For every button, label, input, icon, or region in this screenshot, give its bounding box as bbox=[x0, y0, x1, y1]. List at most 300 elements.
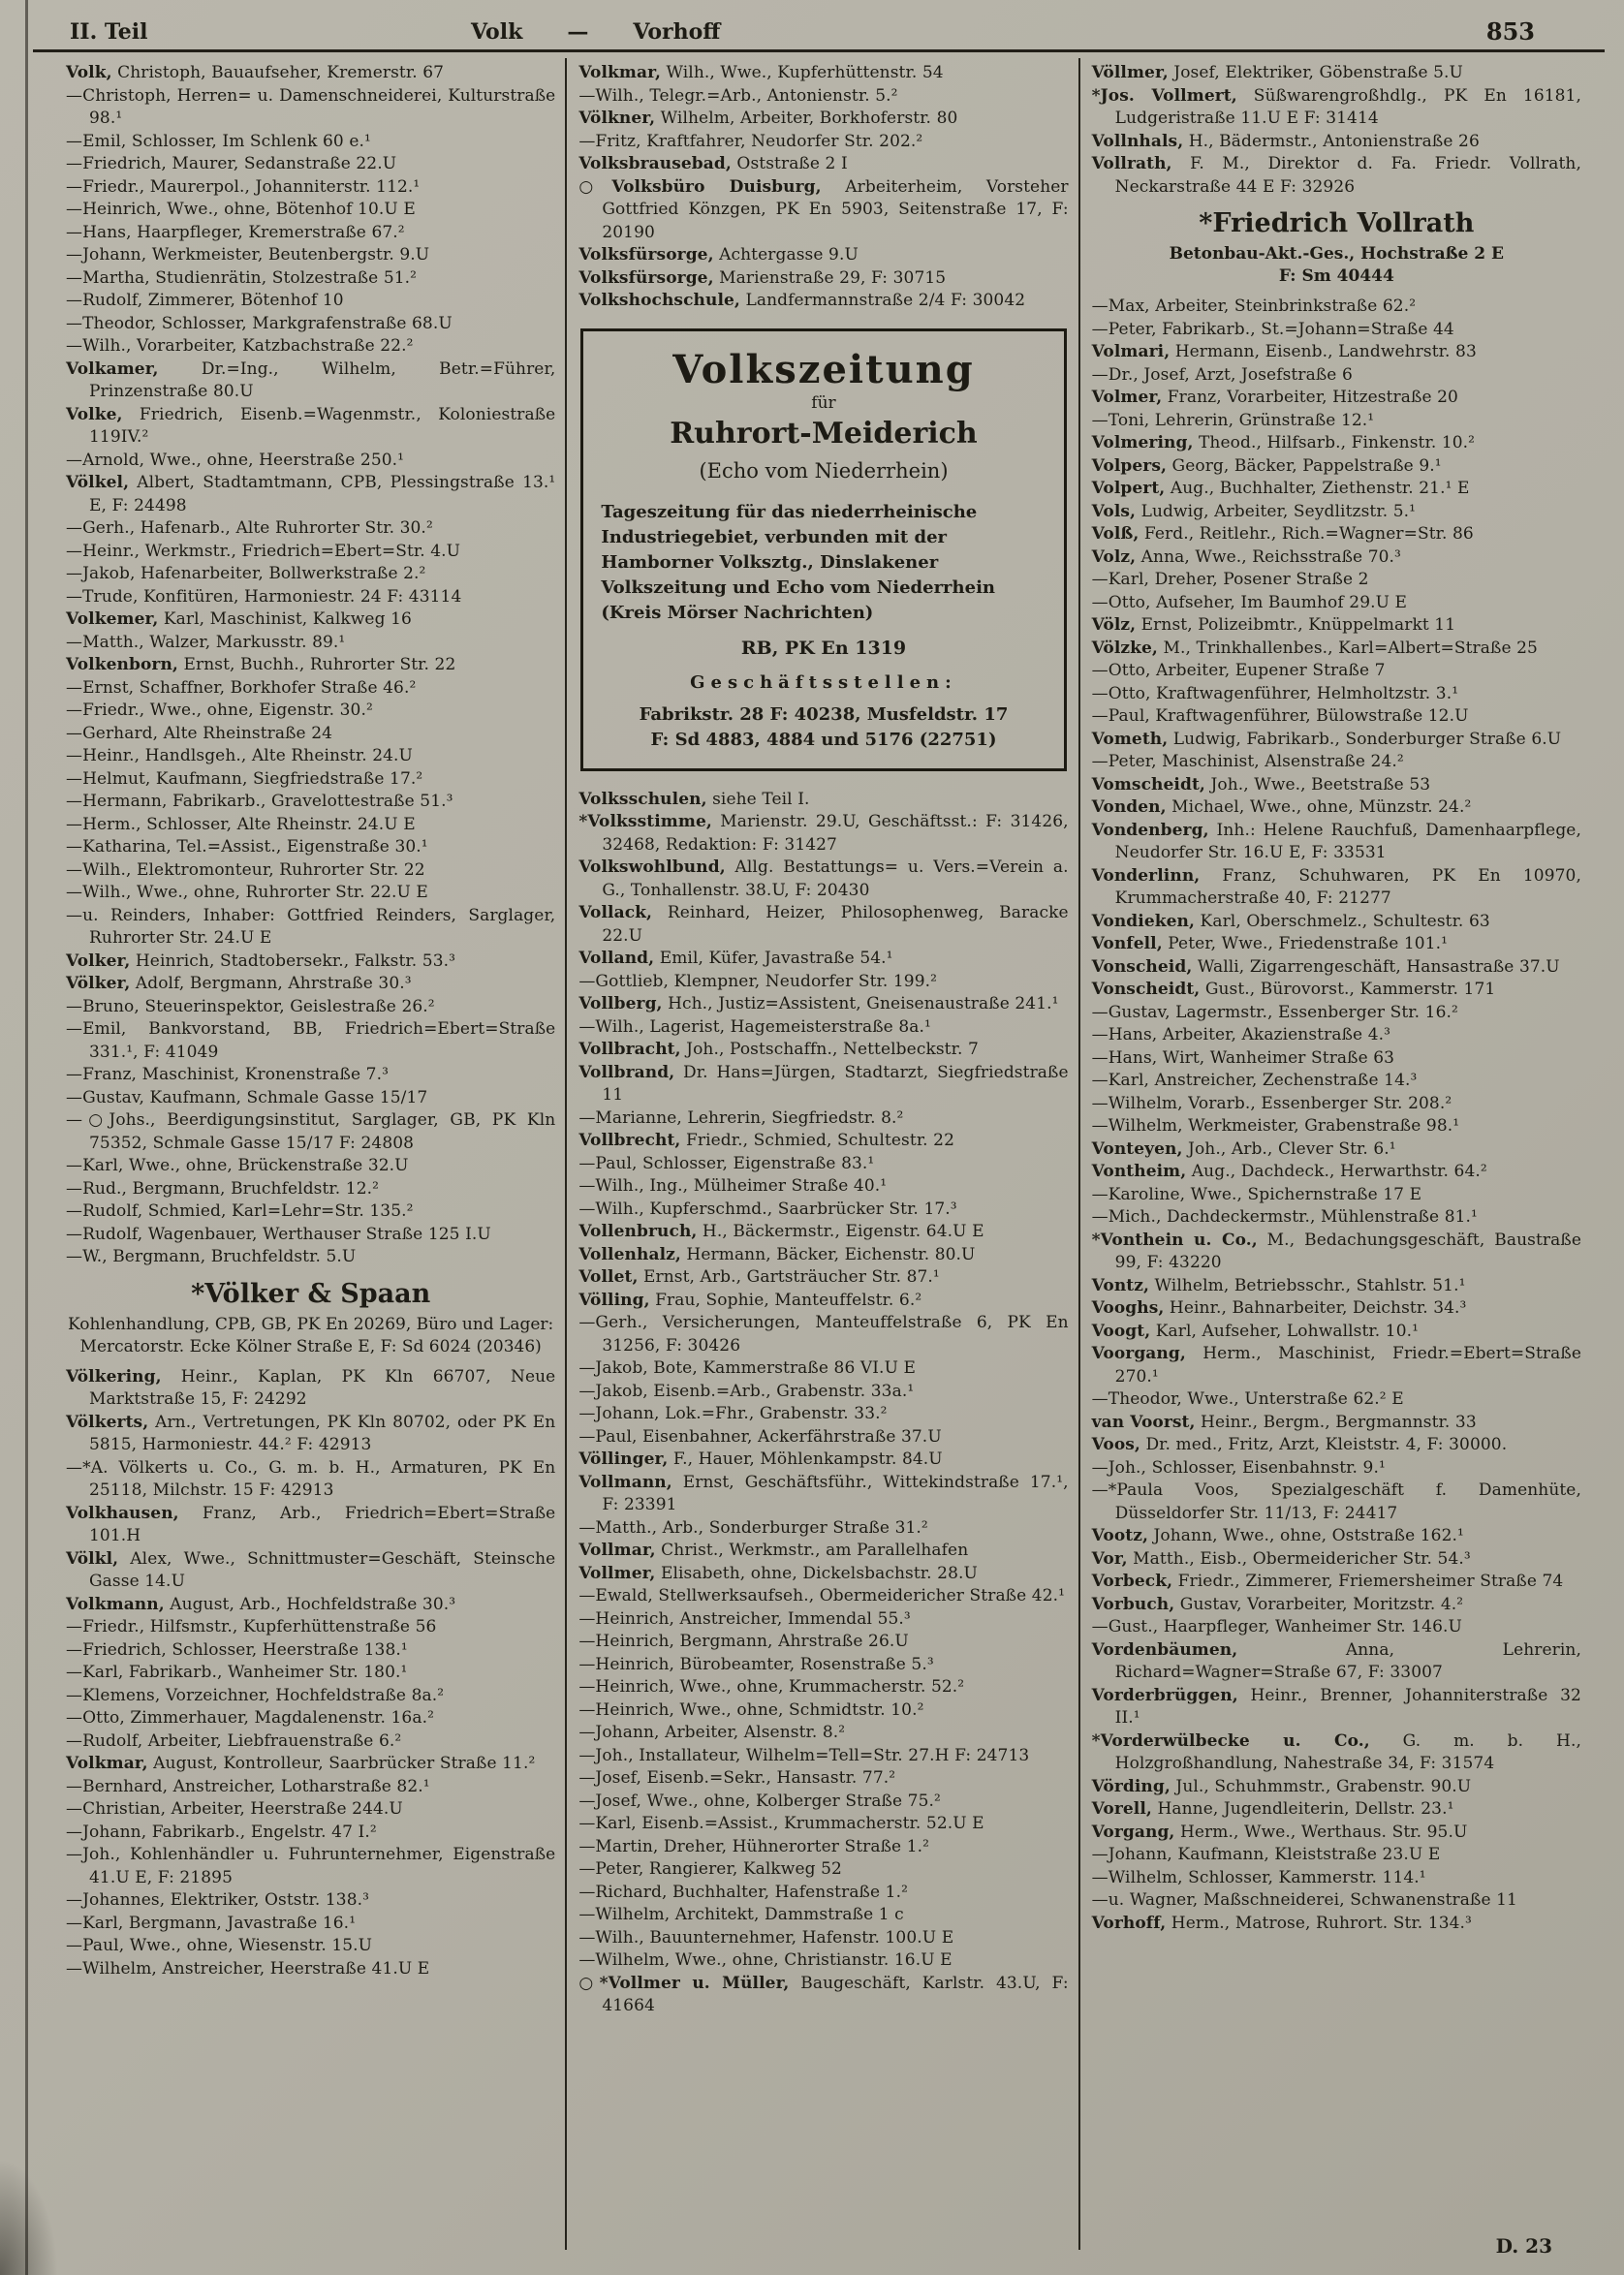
entry-surname: *Vonthein u. Co., bbox=[1091, 1230, 1258, 1250]
entry-details: Heinr., Brenner, Johanniterstraße 32 II.¹ bbox=[1114, 1685, 1581, 1728]
ad-office-line-1: Fabrikstr. 28 F: 40238, Musfeldstr. 17 bbox=[639, 703, 1009, 725]
ad-fuer-label: für bbox=[811, 392, 836, 413]
directory-entry: —Joh., Schlosser, Eisenbahnstr. 9.¹ bbox=[1091, 1457, 1386, 1478]
entry-surname: Vontz, bbox=[1091, 1275, 1150, 1295]
entry-surname: Volmer, bbox=[1091, 388, 1163, 407]
entry-surname: Volkswohlbund, bbox=[578, 857, 726, 877]
directory-entry bbox=[578, 1244, 1068, 1267]
entry-details: Herm., Wwe., Werthaus. Str. 95.U bbox=[1174, 1822, 1468, 1842]
entry-details: Herm., Matrose, Ruhrort. Str. 134.³ bbox=[1166, 1913, 1472, 1933]
entry-surname: Vooghs, bbox=[1091, 1298, 1165, 1318]
entry-details: Reinhard, Heizer, Philosophenweg, Baracke 22.U bbox=[602, 903, 1069, 946]
entry-surname: Völker, bbox=[66, 974, 131, 993]
running-title-last: Vorhoff bbox=[633, 19, 721, 45]
entry-details: Georg, Bäcker, Pappelstraße 9.¹ bbox=[1167, 455, 1442, 476]
ad-account-line: RB, PK En 1319 bbox=[740, 637, 907, 659]
directory-entry: —Paul, Kraftwagenführer, Bülowstraße 12.U bbox=[1091, 706, 1469, 726]
entry-details: Christ., Werkmstr., am Parallelhafen bbox=[655, 1541, 969, 1560]
directory-entry bbox=[66, 1753, 555, 1776]
entry-details: Hermann, Bäcker, Eichenstr. 80.U bbox=[680, 1244, 976, 1264]
directory-entry: —Karl, Wwe., ohne, Brückenstraße 32.U bbox=[66, 1156, 409, 1175]
entry-details: Hch., Justiz=Assistent, Gneisenaustraße 241.¹ bbox=[662, 994, 1059, 1013]
directory-entry: —Franz, Maschinist, Kronenstraße 7.³ bbox=[66, 1065, 389, 1084]
entry-surname: Völkner, bbox=[578, 109, 656, 128]
directory-entry bbox=[1092, 1230, 1581, 1275]
entry-details: H., Bädermstr., Antonienstraße 26 bbox=[1183, 131, 1480, 151]
running-title-dash: — bbox=[567, 19, 589, 45]
directory-entry: —Max, Arbeiter, Steinbrinkstraße 62.² bbox=[1091, 296, 1417, 316]
directory-entry: —W., Bergmann, Bruchfeldstr. 5.U bbox=[66, 1247, 357, 1266]
directory-entry bbox=[1092, 153, 1581, 199]
bold-entry-subline: Betonbau-Akt.-Ges., Hochstraße 2 E bbox=[1169, 244, 1504, 264]
directory-entry: —Heinr., Werkmstr., Friedrich=Ebert=Str. 4.U bbox=[66, 541, 461, 561]
directory-entry: —Hans, Wirt, Wanheimer Straße 63 bbox=[1091, 1047, 1395, 1068]
directory-entry: —Friedr., Maurerpol., Johanniterstr. 112.¹ bbox=[66, 176, 421, 197]
directory-entry bbox=[578, 153, 1068, 176]
directory-entry bbox=[66, 404, 555, 450]
directory-entry: —Friedrich, Maurer, Sedanstraße 22.U bbox=[66, 154, 397, 173]
directory-entry bbox=[578, 1563, 1068, 1586]
directory-entry: —Josef, Wwe., ohne, Kolberger Straße 75.² bbox=[578, 1791, 941, 1811]
directory-entry bbox=[66, 1412, 555, 1457]
entry-details: Achtergasse 9.U bbox=[713, 245, 859, 265]
entry-surname: Vollbrand, bbox=[578, 1062, 675, 1082]
directory-entry bbox=[578, 1266, 1068, 1290]
entry-details: Emil, Küfer, Javastraße 54.¹ bbox=[654, 949, 893, 968]
entry-surname: Vonden, bbox=[1091, 797, 1167, 817]
entry-surname: Volkmar, bbox=[66, 1754, 148, 1773]
entry-details: Hanne, Jugendleiterin, Dellstr. 23.¹ bbox=[1151, 1799, 1454, 1819]
directory-entry: —Peter, Rangierer, Kalkweg 52 bbox=[578, 1859, 842, 1879]
directory-entry: —Wilhelm, Anstreicher, Heerstraße 41.U E bbox=[66, 1958, 430, 1979]
directory-entry: —u. Reinders, Inhaber: Gottfried Reinders, Sarglager, Ruhrorter Str. 24.U E bbox=[66, 905, 556, 948]
ad-body-text: Tageszeitung für das niederrheinische Industriegebiet, verbunden mit der Hamborner Volksztg., Dinslakener Volkszeitung und Echo vom Niederrhein (Kreis Mörser Nachrichten) bbox=[601, 501, 995, 623]
directory-entry bbox=[1092, 1822, 1581, 1845]
directory-entry: —Hermann, Fabrikarb., Gravelottestraße 51.³ bbox=[66, 792, 453, 811]
directory-entry: —Karoline, Wwe., Spichernstraße 17 E bbox=[1091, 1184, 1422, 1204]
entry-surname: Volkshochschule, bbox=[578, 291, 740, 310]
entry-details: Frau, Sophie, Manteuffelstr. 6.² bbox=[649, 1290, 922, 1310]
directory-entry bbox=[1092, 546, 1581, 570]
directory-entry bbox=[1092, 1776, 1581, 1799]
directory-entry: —Joh., Kohlenhändler u. Fuhrunternehmer, Eigenstraße 41.U E, F: 21895 bbox=[66, 1845, 556, 1887]
entry-details: Anna, Lehrerin, Richard=Wagner=Straße 67, F: 33007 bbox=[1114, 1639, 1581, 1682]
directory-entry bbox=[1092, 523, 1581, 546]
directory-entry: —Wilhelm, Werkmeister, Grabenstraße 98.¹ bbox=[1091, 1116, 1460, 1136]
printers-mark: D. 23 bbox=[1495, 2234, 1552, 2258]
entry-surname: Vollbracht, bbox=[578, 1040, 681, 1059]
entry-details: Gustav, Vorarbeiter, Moritzstr. 4.² bbox=[1174, 1594, 1464, 1614]
directory-entry: —Wilhelm, Schlosser, Kammerstr. 114.¹ bbox=[1091, 1867, 1426, 1887]
directory-entry: —Karl, Fabrikarb., Wanheimer Str. 180.¹ bbox=[66, 1663, 408, 1682]
directory-entry: —Toni, Lehrerin, Grünstraße 12.¹ bbox=[1091, 410, 1375, 430]
entry-details: Joh., Arb., Clever Str. 6.¹ bbox=[1182, 1138, 1396, 1159]
directory-entry bbox=[578, 789, 1068, 812]
directory-entry: —Gerh., Hafenarb., Alte Ruhrorter Str. 30.² bbox=[66, 518, 433, 538]
entry-surname: Vollnhals, bbox=[1091, 131, 1184, 151]
directory-entry bbox=[578, 1039, 1068, 1062]
directory-entry bbox=[1092, 1275, 1581, 1298]
entry-details: M., Trinkhallenbes., Karl=Albert=Straße 25 bbox=[1157, 638, 1538, 658]
directory-entry bbox=[1092, 455, 1581, 479]
directory-entry bbox=[1092, 1321, 1581, 1344]
directory-entry bbox=[578, 1062, 1068, 1107]
entry-surname: Vorbeck, bbox=[1091, 1572, 1173, 1591]
directory-entry: —Mich., Dachdeckermstr., Mühlenstraße 81.¹ bbox=[1091, 1207, 1478, 1227]
entry-details: Arbeiterheim, Vorsteher Gottfried Könzgen, PK En 5903, Seitenstraße 17, F: 20190 bbox=[602, 176, 1069, 242]
directory-entry: —Karl, Eisenb.=Assist., Krummacherstr. 52.U E bbox=[578, 1814, 984, 1833]
directory-entry: —*Paula Voos, Spezialgeschäft f. Damenhüte, Düsseldorfer Str. 11/13, F: 24417 bbox=[1091, 1480, 1581, 1523]
entry-details: Wilhelm, Betriebsschr., Stahlstr. 51.¹ bbox=[1149, 1275, 1466, 1295]
entry-surname: Voos, bbox=[1091, 1435, 1140, 1454]
running-title bbox=[471, 19, 720, 45]
entry-surname: Volksfürsorge, bbox=[578, 267, 714, 288]
directory-entry: —Martin, Dreher, Hühnerorter Straße 1.² bbox=[578, 1836, 930, 1856]
entry-surname: Volk, bbox=[66, 63, 112, 82]
entry-details: August, Arb., Hochfeldstraße 30.³ bbox=[164, 1594, 456, 1614]
entry-surname: Völlmer, bbox=[1091, 63, 1169, 82]
directory-entry: —Johann, Lok.=Fhr., Grabenstr. 33.² bbox=[578, 1404, 888, 1423]
directory-entry bbox=[1092, 911, 1581, 934]
directory-entry bbox=[66, 62, 555, 85]
directory-entry: —Fritz, Kraftfahrer, Neudorfer Str. 202.² bbox=[578, 131, 923, 151]
entry-details: Süßwarengroßhdlg., PK En 16181, Ludgeristraße 11.U E F: 31414 bbox=[1114, 85, 1581, 128]
entry-surname: Volkhausen, bbox=[66, 1503, 179, 1523]
entry-surname: Vondenberg, bbox=[1091, 820, 1209, 840]
directory-entry: —Paul, Wwe., ohne, Wiesenstr. 15.U bbox=[66, 1936, 373, 1955]
column-2 bbox=[565, 58, 1077, 2250]
entry-details: Heinr., Bergm., Bergmannstr. 33 bbox=[1195, 1412, 1477, 1432]
entry-details: Arn., Vertretungen, PK Kln 80702, oder PK En 5815, Harmoniestr. 44.² F: 42913 bbox=[89, 1412, 556, 1454]
entry-surname: Volkmann, bbox=[66, 1594, 165, 1614]
directory-entry: —Heinrich, Wwe., ohne, Bötenhof 10.U E bbox=[66, 200, 416, 219]
directory-entry bbox=[66, 1366, 555, 1412]
directory-entry bbox=[1092, 796, 1581, 820]
entry-surname: Vootz, bbox=[1091, 1526, 1148, 1545]
directory-entry bbox=[66, 951, 555, 974]
directory-entry: —Hans, Arbeiter, Akazienstraße 4.³ bbox=[1091, 1025, 1391, 1044]
directory-entry bbox=[1092, 432, 1581, 455]
directory-entry: —Ewald, Stellwerksaufseh., Obermeidericher Straße 42.¹ bbox=[578, 1586, 1066, 1605]
entry-surname: Völlinger, bbox=[578, 1449, 669, 1469]
directory-entry: —Johann, Kaufmann, Kleiststraße 23.U E bbox=[1091, 1845, 1441, 1864]
directory-entry: —Jakob, Eisenb.=Arb., Grabenstr. 33a.¹ bbox=[578, 1381, 915, 1401]
entry-surname: Volksschulen, bbox=[578, 789, 707, 809]
directory-entry: —Wilhelm, Vorarb., Essenberger Str. 208.² bbox=[1091, 1093, 1452, 1113]
entry-surname: Volz, bbox=[1091, 546, 1137, 567]
directory-entry: —Richard, Buchhalter, Hafenstraße 1.² bbox=[578, 1882, 909, 1902]
entry-surname: Volker, bbox=[66, 951, 131, 971]
directory-entry bbox=[1092, 1798, 1581, 1822]
entry-surname: Vontheim, bbox=[1091, 1162, 1187, 1181]
entry-surname: Vor, bbox=[1091, 1548, 1128, 1569]
directory-entry bbox=[1092, 1730, 1581, 1776]
entry-surname: Vollet, bbox=[578, 1267, 639, 1287]
directory-entry: —Martha, Studienrätin, Stolzestraße 51.² bbox=[66, 267, 418, 288]
entry-surname: Vollrath, bbox=[1091, 154, 1172, 173]
directory-entry bbox=[578, 108, 1068, 131]
entry-details: H., Bäckermstr., Eigenstr. 64.U E bbox=[697, 1222, 984, 1241]
directory-entry bbox=[1092, 1525, 1581, 1548]
page-number: 853 bbox=[1485, 17, 1535, 46]
entry-surname: Volpers, bbox=[1091, 455, 1168, 476]
entry-surname: Vollack, bbox=[578, 903, 653, 922]
directory-entry: —Otto, Arbeiter, Eupener Straße 7 bbox=[1091, 661, 1386, 680]
directory-entry: —u. Wagner, Maßschneiderei, Schwanenstraße 11 bbox=[1091, 1890, 1517, 1910]
directory-entry: —Christoph, Herren= u. Damenschneiderei, Kulturstraße 98.¹ bbox=[66, 85, 556, 128]
directory-entry bbox=[1092, 131, 1581, 154]
entry-details: Hermann, Eisenb., Landwehrstr. 83 bbox=[1170, 342, 1477, 361]
directory-entry: —Rudolf, Schmied, Karl=Lehr=Str. 135.² bbox=[66, 1201, 414, 1221]
directory-entry bbox=[1092, 478, 1581, 501]
directory-columns bbox=[54, 58, 1591, 2250]
entry-details: Friedrich, Eisenb.=Wagenmstr., Koloniestraße 119IV.² bbox=[89, 404, 556, 447]
entry-surname: Vollmar, bbox=[578, 1541, 656, 1560]
directory-entry bbox=[1092, 85, 1581, 131]
directory-entry: —Gerh., Versicherungen, Manteuffelstraße 6, PK En 31256, F: 30426 bbox=[578, 1313, 1069, 1356]
entry-surname: Volmari, bbox=[1091, 342, 1171, 361]
entry-details: G. m. b. H., Holzgroßhandlung, Nahestraße 34, F: 31574 bbox=[1114, 1730, 1581, 1773]
entry-details: August, Kontrolleur, Saarbrücker Straße 11.² bbox=[147, 1754, 536, 1773]
directory-entry: —Gustav, Kaufmann, Schmale Gasse 15/17 bbox=[66, 1087, 428, 1107]
directory-entry bbox=[578, 993, 1068, 1016]
entry-surname: Völkel, bbox=[66, 473, 130, 492]
entry-details: Theod., Hilfsarb., Finkenstr. 10.² bbox=[1193, 433, 1476, 452]
directory-entry: —Joh., Installateur, Wilhelm=Tell=Str. 27.H F: 24713 bbox=[578, 1745, 1030, 1765]
directory-entry: —Katharina, Tel.=Assist., Eigenstraße 30.¹ bbox=[66, 837, 428, 857]
directory-entry bbox=[578, 948, 1068, 971]
directory-entry: —Johann, Werkmeister, Beutenbergstr. 9.U bbox=[66, 245, 430, 265]
entry-surname: ○Volksbüro Duisburg, bbox=[578, 176, 822, 197]
entry-surname: *Vorderwülbecke u. Co., bbox=[1091, 1730, 1370, 1751]
directory-entry: —Paul, Eisenbahner, Ackerfährstraße 37.U bbox=[578, 1426, 942, 1447]
directory-entry: —Bruno, Steuerinspektor, Geislestraße 26.² bbox=[66, 996, 435, 1016]
entry-surname: Volkmar, bbox=[578, 63, 661, 82]
entry-surname: Vorderbrüggen, bbox=[1091, 1685, 1238, 1705]
directory-entry: —Wilh., Bauunternehmer, Hafenstr. 100.U E bbox=[578, 1927, 954, 1948]
directory-entry: —Heinrich, Wwe., ohne, Schmidtstr. 10.² bbox=[578, 1699, 924, 1720]
entry-details: Allg. Bestattungs= u. Vers.=Verein a. G., Tonhallenstr. 38.U, F: 20430 bbox=[602, 857, 1069, 900]
entry-surname: Vondieken, bbox=[1091, 911, 1196, 931]
entry-details: Marienstraße 29, F: 30715 bbox=[713, 267, 947, 288]
entry-details: Franz, Arb., Friedrich=Ebert=Straße 101.H bbox=[89, 1503, 556, 1545]
directory-entry bbox=[66, 1548, 555, 1594]
directory-entry bbox=[1092, 387, 1581, 410]
directory-entry bbox=[1092, 774, 1581, 797]
directory-entry bbox=[1092, 341, 1581, 364]
entry-surname: Vollmann, bbox=[578, 1472, 672, 1492]
entry-surname: Vonderlinn, bbox=[1091, 865, 1201, 886]
directory-entry: —Wilh., Telegr.=Arb., Antonienstr. 5.² bbox=[578, 85, 898, 106]
directory-entry: —Friedr., Wwe., ohne, Eigenstr. 30.² bbox=[66, 701, 373, 720]
directory-entry bbox=[1092, 1343, 1581, 1388]
entry-surname: Vorell, bbox=[1091, 1799, 1152, 1819]
directory-entry: —Herm., Schlosser, Alte Rheinstr. 24.U E bbox=[66, 814, 416, 834]
entry-details: Heinrich, Stadtobersekr., Falkstr. 53.³ bbox=[130, 951, 456, 971]
directory-entry: —Josef, Eisenb.=Sekr., Hansastr. 77.² bbox=[578, 1768, 896, 1788]
entry-surname: Volksfürsorge, bbox=[578, 245, 714, 265]
directory-entry: —Wilhelm, Architekt, Dammstraße 1 c bbox=[578, 1905, 904, 1924]
directory-entry bbox=[1092, 979, 1581, 1002]
ad-offices-label: Geschäftsstellen: bbox=[690, 671, 957, 693]
page-header bbox=[33, 19, 1605, 52]
directory-entry: —○Johs., Beerdigungsinstitut, Sarglager, GB, PK Kln 75352, Schmale Gasse 15/17 F: 24808 bbox=[66, 1110, 556, 1153]
bold-entry-block bbox=[66, 1279, 555, 1358]
entry-details: Herm., Maschinist, Friedr.=Ebert=Straße 270.¹ bbox=[1114, 1344, 1581, 1387]
entry-surname: Völzke, bbox=[1091, 638, 1158, 658]
entry-details: Christoph, Bauaufseher, Kremerstr. 67 bbox=[111, 63, 445, 82]
entry-surname: Vollbrecht, bbox=[578, 1131, 681, 1150]
entry-details: Dr.=Ing., Wilhelm, Betr.=Führer, Prinzenstraße 80.U bbox=[89, 358, 556, 401]
directory-entry: —Otto, Kraftwagenführer, Helmholtzstr. 3.¹ bbox=[1091, 683, 1459, 703]
directory-entry bbox=[578, 1540, 1068, 1563]
entry-details: Johann, Wwe., ohne, Oststraße 162.¹ bbox=[1148, 1526, 1464, 1545]
entry-surname: Volß, bbox=[1091, 524, 1140, 544]
entry-surname: Volkemer, bbox=[66, 609, 159, 629]
directory-entry: —Wilh., Ing., Mülheimer Straße 40.¹ bbox=[578, 1176, 888, 1196]
entry-details: siehe Teil I. bbox=[706, 789, 810, 809]
directory-entry bbox=[1092, 1434, 1581, 1457]
directory-entry bbox=[578, 176, 1068, 245]
directory-entry: —Ernst, Schaffner, Borkhofer Straße 46.² bbox=[66, 677, 417, 698]
directory-entry bbox=[1092, 956, 1581, 980]
entry-surname: Volmering, bbox=[1091, 433, 1194, 452]
entry-details: Karl, Aufseher, Lohwallstr. 10.¹ bbox=[1150, 1321, 1420, 1341]
directory-entry: —Jakob, Hafenarbeiter, Bollwerkstraße 2.² bbox=[66, 564, 426, 583]
entry-details: Landfermannstraße 2/4 F: 30042 bbox=[739, 291, 1026, 310]
entry-surname: Vörding, bbox=[1091, 1776, 1171, 1796]
directory-entry bbox=[1092, 1913, 1581, 1936]
entry-surname: Volpert, bbox=[1091, 479, 1166, 498]
directory-entry bbox=[66, 608, 555, 632]
directory-entry bbox=[578, 1130, 1068, 1153]
entry-surname: Volland, bbox=[578, 949, 655, 968]
section-label: II. Teil bbox=[70, 19, 148, 45]
directory-entry: —Johannes, Elektriker, Oststr. 138.³ bbox=[66, 1890, 370, 1910]
entry-surname: Volke, bbox=[66, 404, 123, 424]
entry-surname: ○*Vollmer u. Müller, bbox=[578, 1973, 790, 1993]
entry-details: Joh., Postschaffn., Nettelbeckstr. 7 bbox=[680, 1040, 979, 1059]
directory-entry: —Helmut, Kaufmann, Siegfriedstraße 17.² bbox=[66, 768, 423, 789]
entry-details: Franz, Vorarbeiter, Hitzestraße 20 bbox=[1162, 388, 1458, 407]
directory-entry: —Wilh., Elektromonteur, Ruhrorter Str. 22 bbox=[66, 859, 425, 880]
entry-surname: *Volksstimme, bbox=[578, 812, 712, 831]
directory-entry: —Otto, Zimmerhauer, Magdalenenstr. 16a.² bbox=[66, 1708, 434, 1728]
directory-entry bbox=[1092, 1138, 1581, 1162]
directory-entry bbox=[1092, 1548, 1581, 1572]
directory-entry: —Wilh., Kupferschmd., Saarbrücker Str. 17.³ bbox=[578, 1199, 957, 1219]
entry-surname: Vorhoff, bbox=[1091, 1913, 1167, 1933]
entry-surname: Vorbuch, bbox=[1091, 1594, 1175, 1614]
entry-surname: Völling, bbox=[578, 1290, 650, 1310]
directory-entry: —Heinrich, Anstreicher, Immendal 55.³ bbox=[578, 1608, 911, 1629]
entry-details: Friedr., Schmied, Schultestr. 22 bbox=[680, 1131, 955, 1150]
directory-entry bbox=[1092, 638, 1581, 661]
directory-entry: —Paul, Schlosser, Eigenstraße 83.¹ bbox=[578, 1153, 875, 1173]
entry-details: Peter, Wwe., Friedenstraße 101.¹ bbox=[1162, 934, 1449, 953]
bold-entry-title: *Völker & Spaan bbox=[191, 1278, 431, 1309]
entry-details: Karl, Maschinist, Kalkweg 16 bbox=[158, 609, 412, 629]
entry-details: F. M., Direktor d. Fa. Friedr. Vollrath, Neckarstraße 44 E F: 32926 bbox=[1114, 154, 1581, 197]
entry-details: Gust., Bürovorst., Kammerstr. 171 bbox=[1200, 980, 1496, 999]
entry-surname: Voogt, bbox=[1091, 1321, 1151, 1341]
directory-entry: —Dr., Josef, Arzt, Josefstraße 6 bbox=[1091, 364, 1353, 385]
directory-entry: —Hans, Haarpfleger, Kremerstraße 67.² bbox=[66, 222, 405, 242]
directory-entry bbox=[1092, 1161, 1581, 1184]
directory-entry: —Jakob, Bote, Kammerstraße 86 VI.U E bbox=[578, 1358, 917, 1378]
entry-surname: Voorgang, bbox=[1091, 1344, 1186, 1363]
directory-entry bbox=[1092, 729, 1581, 752]
volkszeitung-advertisement bbox=[580, 328, 1066, 771]
directory-entry: —Heinrich, Bürobeamter, Rosenstraße 5.³ bbox=[578, 1654, 934, 1674]
entry-details: Inh.: Helene Rauchfuß, Damenhaarpflege, Neudorfer Str. 16.U E, F: 33531 bbox=[1114, 820, 1581, 862]
entry-details: Baugeschäft, Karlstr. 43.U, F: 41664 bbox=[602, 1973, 1069, 2015]
bold-entry-block bbox=[1092, 208, 1581, 288]
entry-details: Josef, Elektriker, Göbenstraße 5.U bbox=[1168, 63, 1463, 82]
directory-entry bbox=[578, 290, 1068, 313]
directory-entry bbox=[1092, 62, 1581, 85]
entry-details: Ludwig, Fabrikarb., Sonderburger Straße 6.U bbox=[1168, 729, 1562, 749]
ad-echo-label: (Echo vom Niederrhein) bbox=[699, 458, 949, 483]
entry-details: Walli, Zigarrengeschäft, Hansastraße 37.U bbox=[1192, 956, 1560, 977]
entry-surname: *Jos. Vollmert, bbox=[1091, 85, 1237, 106]
directory-entry bbox=[1092, 933, 1581, 956]
directory-entry: —Rudolf, Zimmerer, Bötenhof 10 bbox=[66, 291, 344, 310]
entry-details: Michael, Wwe., ohne, Münzstr. 24.² bbox=[1166, 797, 1472, 817]
directory-entry bbox=[578, 811, 1068, 857]
entry-surname: Vorgang, bbox=[1091, 1822, 1175, 1842]
column-3 bbox=[1078, 58, 1591, 2250]
directory-entry bbox=[578, 1221, 1068, 1244]
column-1 bbox=[54, 58, 565, 2250]
entry-surname: Vonfell, bbox=[1091, 934, 1163, 953]
entry-details: Marienstr. 29.U, Geschäftsst.: F: 31426, 32468, Redaktion: F: 31427 bbox=[602, 812, 1069, 855]
scan-corner-shadow bbox=[0, 2159, 58, 2275]
entry-details: Heinr., Bahnarbeiter, Deichstr. 34.³ bbox=[1164, 1298, 1467, 1318]
directory-entry bbox=[578, 267, 1068, 291]
bold-entry-subline: Kohlenhandlung, CPB, GB, PK En 20269, Büro und Lager: Mercatorstr. Ecke Kölner Straße E, F: Sd 6024 (20346) bbox=[68, 1314, 554, 1356]
entry-details: Jul., Schuhmmstr., Grabenstr. 90.U bbox=[1170, 1776, 1472, 1796]
entry-details: Elisabeth, ohne, Dickelsbachstr. 28.U bbox=[655, 1563, 978, 1583]
directory-entry bbox=[66, 358, 555, 404]
directory-entry bbox=[66, 472, 555, 517]
directory-entry: —Gust., Haarpfleger, Wanheimer Str. 146.U bbox=[1091, 1617, 1462, 1636]
directory-entry: —Friedrich, Schlosser, Heerstraße 138.¹ bbox=[66, 1639, 408, 1660]
entry-details: Ernst, Arb., Gartsträucher Str. 87.¹ bbox=[638, 1267, 940, 1287]
directory-entry bbox=[1092, 501, 1581, 524]
entry-surname: Volkamer, bbox=[66, 358, 159, 379]
entry-surname: Völkerts, bbox=[66, 1412, 149, 1432]
entry-details: Ernst, Buchh., Ruhrorter Str. 22 bbox=[177, 655, 456, 674]
directory-entry bbox=[578, 1472, 1068, 1517]
directory-entry bbox=[1092, 1412, 1581, 1435]
entry-details: Wilh., Wwe., Kupferhüttenstr. 54 bbox=[660, 63, 944, 82]
entry-surname: Vordenbäumen, bbox=[1091, 1639, 1238, 1660]
directory-entry bbox=[1092, 820, 1581, 865]
directory-entry: —Trude, Konfitüren, Harmoniestr. 24 F: 43114 bbox=[66, 586, 462, 607]
entry-details: Ernst, Geschäftsführ., Wittekindstraße 17.¹, F: 23391 bbox=[602, 1472, 1069, 1514]
directory-entry bbox=[578, 244, 1068, 267]
directory-entry: —Heinrich, Bergmann, Ahrstraße 26.U bbox=[578, 1632, 909, 1651]
directory-entry bbox=[1092, 1297, 1581, 1321]
entry-surname: Vometh, bbox=[1091, 729, 1169, 749]
directory-entry: —Arnold, Wwe., ohne, Heerstraße 250.¹ bbox=[66, 450, 405, 470]
entry-surname: Vollenbruch, bbox=[578, 1222, 698, 1241]
entry-details: Oststraße 2 I bbox=[731, 154, 848, 173]
directory-entry: —Friedr., Hilfsmstr., Kupferhüttenstraße 56 bbox=[66, 1617, 437, 1636]
directory-entry bbox=[578, 1973, 1068, 2018]
directory-entry: —Theodor, Schlosser, Markgrafenstraße 68.U bbox=[66, 313, 453, 333]
